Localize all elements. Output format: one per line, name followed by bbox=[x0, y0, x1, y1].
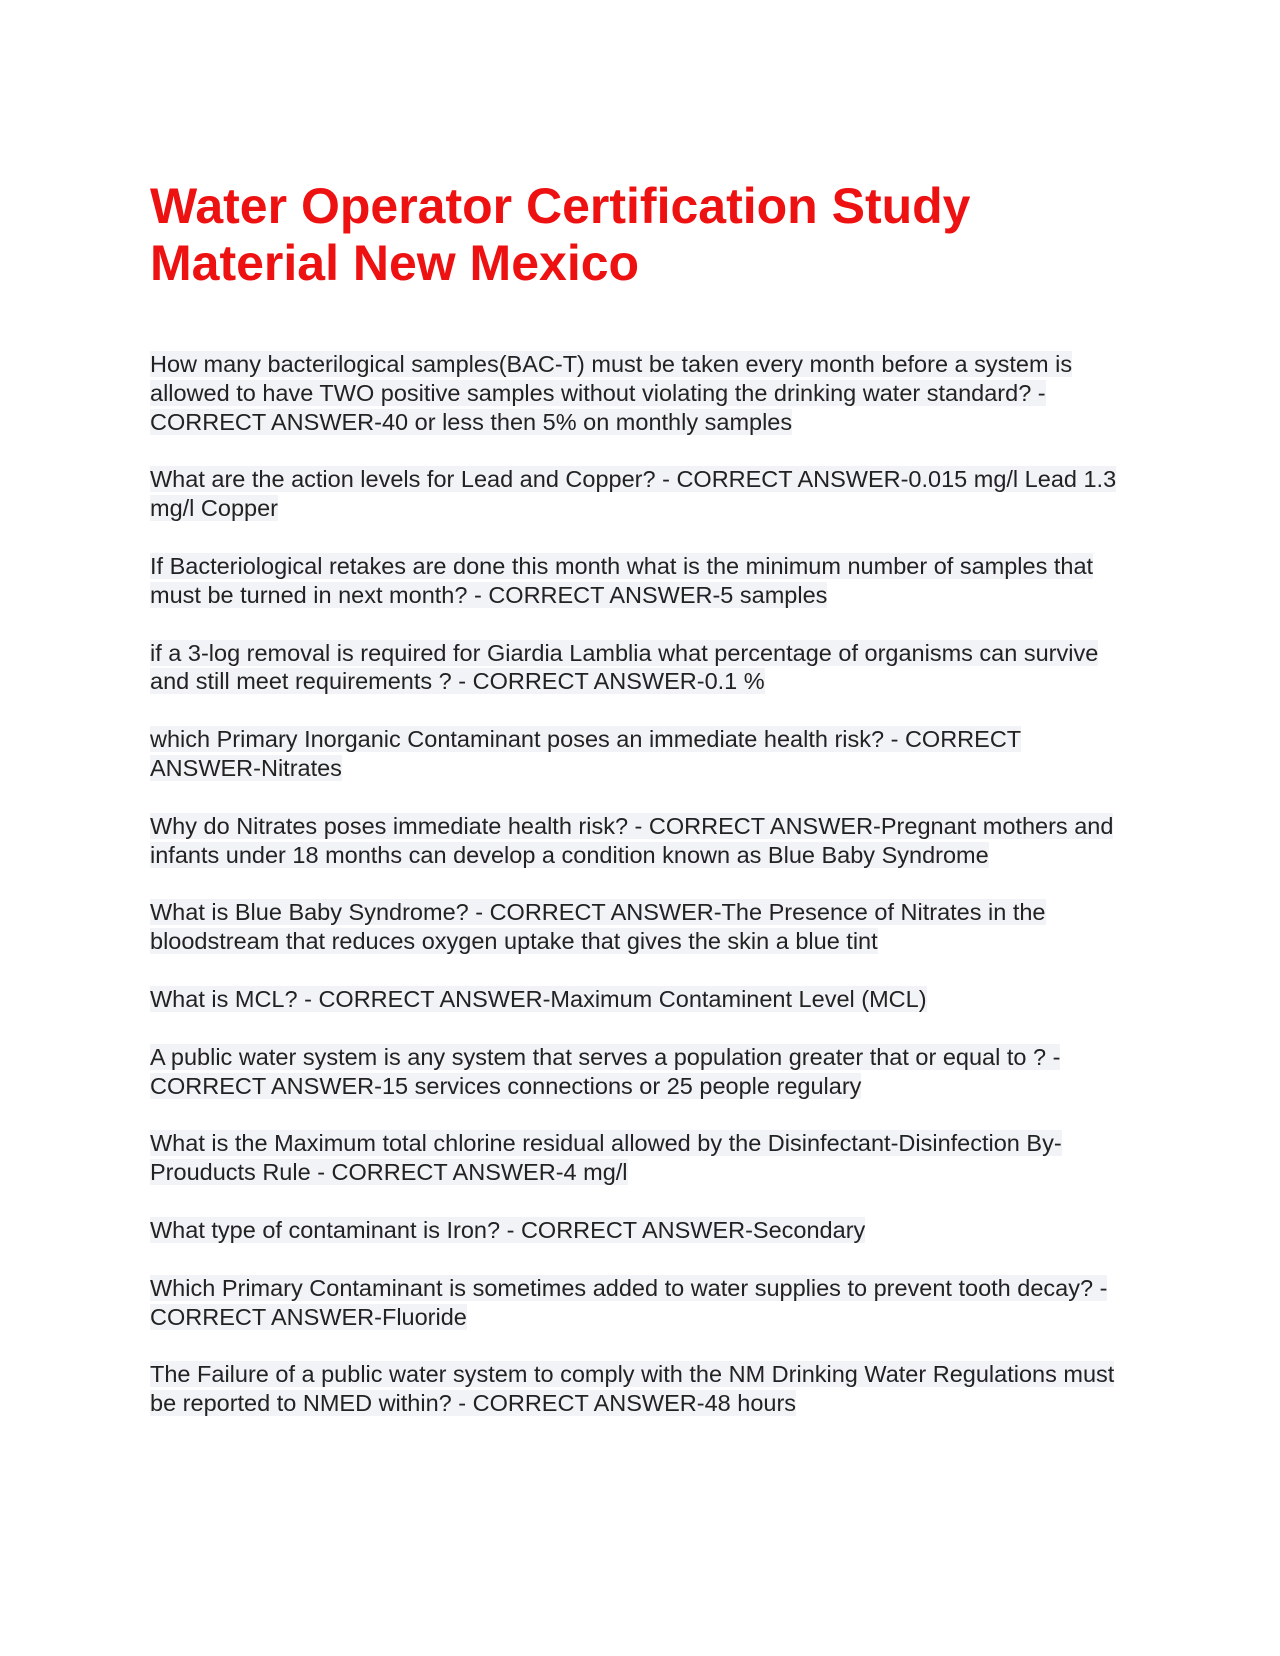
qa-item bbox=[150, 350, 1130, 436]
qa-item bbox=[150, 898, 1130, 956]
qa-item bbox=[150, 1043, 1130, 1101]
qa-text: Which Primary Contaminant is sometimes added to water supplies to prevent tooth decay? - CORRECT ANSWER-Fluoride bbox=[150, 1274, 1108, 1330]
qa-item bbox=[150, 985, 1130, 1014]
qa-item bbox=[150, 725, 1130, 783]
qa-item bbox=[150, 1129, 1130, 1187]
qa-text: How many bacterilogical samples(BAC-T) must be taken every month before a system is allowed to have TWO positive samples without violating the drinking water standard? - CORRECT ANSWER-40 or less then 5% on monthly samples bbox=[150, 351, 1073, 435]
qa-item bbox=[150, 552, 1130, 610]
qa-text: What is MCL? - CORRECT ANSWER-Maximum Contaminent Level (MCL) bbox=[150, 985, 927, 1012]
qa-text: if a 3-log removal is required for Giardia Lamblia what percentage of organisms can survive and still meet requirements ? - CORRECT ANSWER-0.1 % bbox=[150, 639, 1099, 695]
qa-text: What are the action levels for Lead and Copper? - CORRECT ANSWER-0.015 mg/l Lead 1.3 mg/l Copper bbox=[150, 466, 1117, 522]
qa-item bbox=[150, 1216, 1130, 1245]
qa-text: Why do Nitrates poses immediate health risk? - CORRECT ANSWER-Pregnant mothers and infants under 18 months can develop a condition known as Blue Baby Syndrome bbox=[150, 812, 1114, 868]
qa-text: which Primary Inorganic Contaminant poses an immediate health risk? - CORRECT ANSWER-Nitrates bbox=[150, 726, 1022, 781]
qa-text: What is the Maximum total chlorine residual allowed by the Disinfectant-Disinfection By-Prouducts Rule - CORRECT ANSWER-4 mg/l bbox=[150, 1130, 1062, 1186]
qa-item bbox=[150, 1274, 1130, 1332]
qa-text: A public water system is any system that serves a population greater that or equal to ? - CORRECT ANSWER-15 services connections or 25 people regulary bbox=[150, 1043, 1061, 1099]
qa-text: What is Blue Baby Syndrome? - CORRECT ANSWER-The Presence of Nitrates in the bloodstream that reduces oxygen uptake that gives the skin a blue tint bbox=[150, 899, 1046, 955]
qa-item bbox=[150, 465, 1130, 523]
qa-text: If Bacteriological retakes are done this month what is the minimum number of samples that must be turned in next month? - CORRECT ANSWER-5 samples bbox=[150, 552, 1094, 608]
qa-item bbox=[150, 1360, 1130, 1418]
qa-text: The Failure of a public water system to comply with the NM Drinking Water Regulations must be reported to NMED within? - CORRECT ANSWER-48 hours bbox=[150, 1361, 1115, 1417]
qa-list bbox=[150, 350, 1130, 1447]
qa-item bbox=[150, 812, 1130, 870]
qa-text: What type of contaminant is Iron? - CORRECT ANSWER-Secondary bbox=[150, 1216, 866, 1243]
document-title: Water Operator Certification Study Material New Mexico bbox=[150, 178, 971, 291]
qa-item bbox=[150, 639, 1130, 697]
